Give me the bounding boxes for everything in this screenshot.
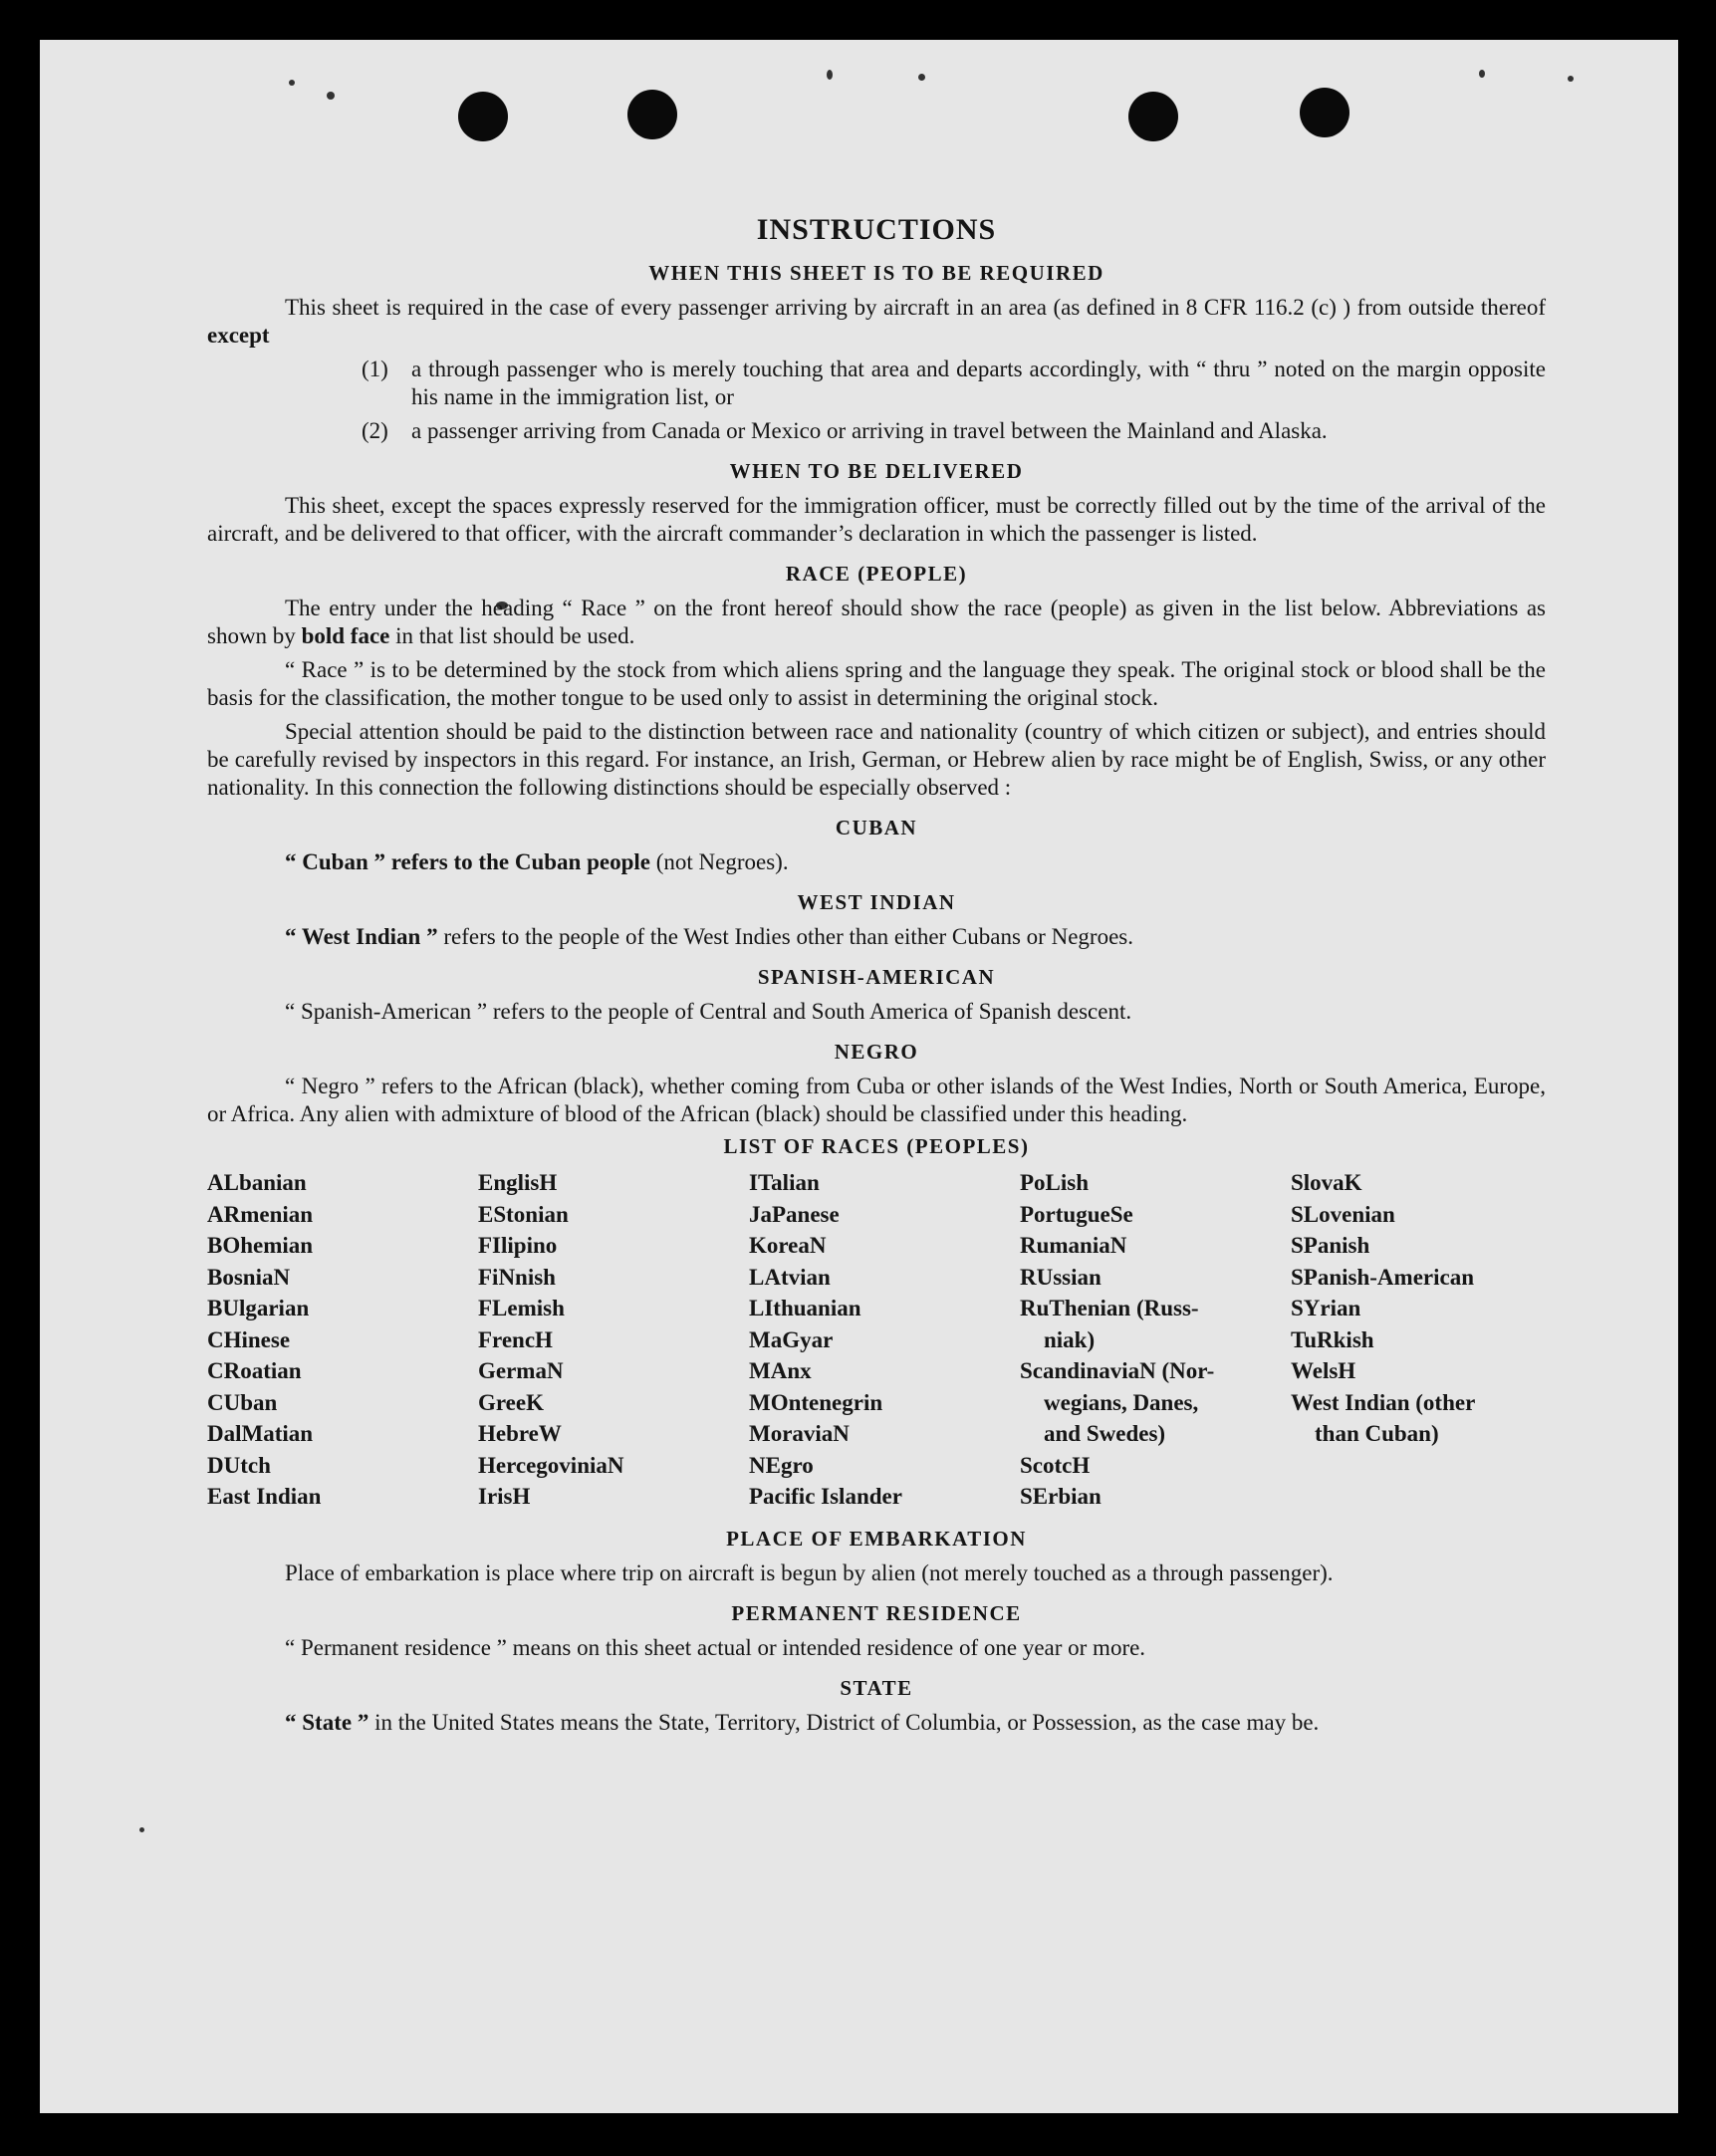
section-heading-state: STATE [840, 1675, 913, 1700]
race-item: HebreW [478, 1421, 562, 1446]
race-item: SErbian [1020, 1484, 1102, 1509]
races-column-2 [478, 1167, 749, 1513]
race-item: Pacific Islander [749, 1484, 902, 1509]
document-sheet [40, 40, 1678, 2113]
paragraph-when-delivered: This sheet, except the spaces expressly reserved for the immigration officer, must be correctly filled out by the time of the arrival of the aircraft, and be delivered to that officer, with the aircraft commander’s declaration in which the passenger is listed. [207, 493, 1546, 546]
paragraph-permanent-residence: “ Permanent residence ” means on this sheet actual or intended residence of one year or more. [285, 1634, 1146, 1660]
race-item: FrencH [478, 1326, 553, 1352]
paragraph-when-required: This sheet is required in the case of every passenger arriving by aircraft in an area (as defined in 8 CFR 116.2 (c) ) from outside thereof except [207, 295, 1546, 348]
race-item: ScotcH [1020, 1452, 1091, 1478]
race-item: RumaniaN [1020, 1233, 1127, 1258]
race-item: ITalian [749, 1170, 820, 1195]
paragraph-west-indian: “ West Indian ” refers to the people of the West Indies other than either Cubans or Negroes. [285, 924, 1133, 949]
speck [1479, 70, 1485, 78]
section-heading-west-indian: WEST INDIAN [797, 890, 956, 914]
speck [289, 80, 295, 86]
speck [139, 1827, 144, 1832]
section-heading-when-required: WHEN THIS SHEET IS TO BE REQUIRED [648, 261, 1104, 285]
section-heading-cuban: CUBAN [835, 816, 918, 839]
section-heading-spanish-american: SPANISH-AMERICAN [757, 965, 996, 989]
races-column-1 [207, 1167, 478, 1513]
race-item: TuRkish [1291, 1326, 1374, 1352]
race-item-continuation: and Swedes) [1044, 1421, 1166, 1446]
race-item: IrisH [478, 1484, 531, 1509]
paragraph-state: “ State ” in the United States means the State, Territory, District of Columbia, or Possession, as the case may be. [285, 1709, 1320, 1735]
race-item: BOhemian [207, 1233, 314, 1258]
race-item: SPanish [1291, 1233, 1370, 1258]
race-item: CUban [207, 1389, 278, 1415]
race-item: JaPanese [749, 1201, 840, 1227]
race-item: KoreaN [749, 1233, 827, 1258]
speck [918, 74, 925, 81]
paragraph-cuban: “ Cuban ” refers to the Cuban people (not Negroes). [285, 849, 789, 874]
race-item: LAtvian [749, 1264, 831, 1290]
races-column-5 [1291, 1167, 1546, 1513]
section-heading-when-delivered: WHEN TO BE DELIVERED [729, 459, 1024, 483]
race-item: ALbanian [207, 1170, 307, 1195]
race-item: MOntenegrin [749, 1389, 883, 1415]
race-item: DalMatian [207, 1421, 314, 1446]
race-item: GreeK [478, 1389, 544, 1415]
race-item: MoraviaN [749, 1421, 850, 1446]
race-item: SLovenian [1291, 1201, 1395, 1227]
race-item: CHinese [207, 1326, 291, 1352]
exception-item-2: (2) a passenger arriving from Canada or Mexico or arriving in travel between the Mainland and Alaska. [362, 418, 1328, 443]
paragraph-race-1: The entry under the heading “ Race ” on the front hereof should show the race (people) as given in the list below. Abbreviations as shown by bold face in that list should be used. [207, 596, 1546, 648]
race-item: GermaN [478, 1358, 564, 1383]
paragraph-race-3: Special attention should be paid to the distinction between race and nationality (country of which citizen or subject), and entries should be carefully revised by inspectors in this regard. For instance, an Irish, German, or Hebrew alien by race might be of English, Swiss, or any other nationality. In this connection the following distinctions should be especially observed : [207, 719, 1546, 800]
race-item: EStonian [478, 1201, 569, 1227]
exception-item-1: (1) a through passenger who is merely touching that area and departs accordingly, with “ thru ” noted on the margin opposite his name in the immigration list, or [362, 357, 1546, 409]
section-heading-race: RACE (PEOPLE) [785, 562, 968, 586]
race-item: MAnx [749, 1358, 812, 1383]
race-item: ARmenian [207, 1201, 314, 1227]
speck [1568, 76, 1574, 82]
page-title: INSTRUCTIONS [756, 213, 997, 246]
race-item: MaGyar [749, 1326, 834, 1352]
race-item: SlovaK [1291, 1170, 1362, 1195]
race-item: SYrian [1291, 1296, 1361, 1320]
punch-hole [458, 92, 508, 141]
punch-hole [1128, 92, 1178, 141]
race-item: PortugueSe [1020, 1201, 1133, 1227]
race-item: EnglisH [478, 1170, 558, 1195]
paragraph-place-of-embarkation: Place of embarkation is place where trip on aircraft is begun by alien (not merely touched as a through passenger). [285, 1559, 1334, 1585]
races-column-4 [1020, 1167, 1291, 1513]
race-item: ScandinaviaN (Nor- [1020, 1358, 1215, 1383]
race-item: FLemish [478, 1296, 565, 1320]
section-heading-place-of-embarkation: PLACE OF EMBARKATION [726, 1526, 1027, 1551]
race-item: West Indian (other [1291, 1389, 1476, 1415]
speck [827, 70, 833, 80]
race-item: NEgro [749, 1452, 814, 1478]
race-item: East Indian [207, 1484, 322, 1509]
race-item: FiNnish [478, 1264, 556, 1290]
section-heading-negro: NEGRO [834, 1040, 919, 1064]
instructions-content [207, 169, 1546, 1743]
section-heading-list-of-races: LIST OF RACES (PEOPLES) [723, 1134, 1030, 1158]
race-item: WelsH [1291, 1358, 1356, 1383]
punch-hole [627, 90, 677, 139]
race-item-continuation: than Cuban) [1315, 1421, 1439, 1446]
races-column-3 [749, 1167, 1020, 1513]
race-item: RUssian [1020, 1264, 1102, 1290]
paragraph-spanish-american: “ Spanish-American ” refers to the people of Central and South America of Spanish descent. [285, 999, 1132, 1024]
race-item: RuThenian (Russ- [1020, 1296, 1199, 1320]
race-item: HercegoviniaN [478, 1452, 624, 1478]
race-item: SPanish-American [1291, 1264, 1474, 1290]
speck [327, 92, 335, 100]
race-item-continuation: wegians, Danes, [1044, 1389, 1199, 1415]
race-item: BosniaN [207, 1264, 291, 1290]
race-item: CRoatian [207, 1358, 302, 1383]
section-heading-permanent-residence: PERMANENT RESIDENCE [731, 1600, 1022, 1625]
race-item: LIthuanian [749, 1296, 861, 1320]
race-item: BUlgarian [207, 1296, 310, 1320]
paragraph-negro: “ Negro ” refers to the African (black), whether coming from Cuba or other islands of the West Indies, North or South America, Europe, or Africa. Any alien with admixture of blood of the African (black) should be classified under this heading. [207, 1074, 1546, 1126]
race-item: PoLish [1020, 1170, 1090, 1195]
race-item-continuation: niak) [1044, 1326, 1096, 1352]
race-item: FIlipino [478, 1233, 558, 1258]
paragraph-race-2: “ Race ” is to be determined by the stock from which aliens spring and the language they speak. The original stock or blood shall be the basis for the classification, the mother tongue to be used only to assist in determining the original stock. [207, 657, 1546, 710]
races-list [207, 1167, 1546, 1513]
punch-hole [1300, 88, 1349, 137]
race-item: DUtch [207, 1452, 271, 1478]
